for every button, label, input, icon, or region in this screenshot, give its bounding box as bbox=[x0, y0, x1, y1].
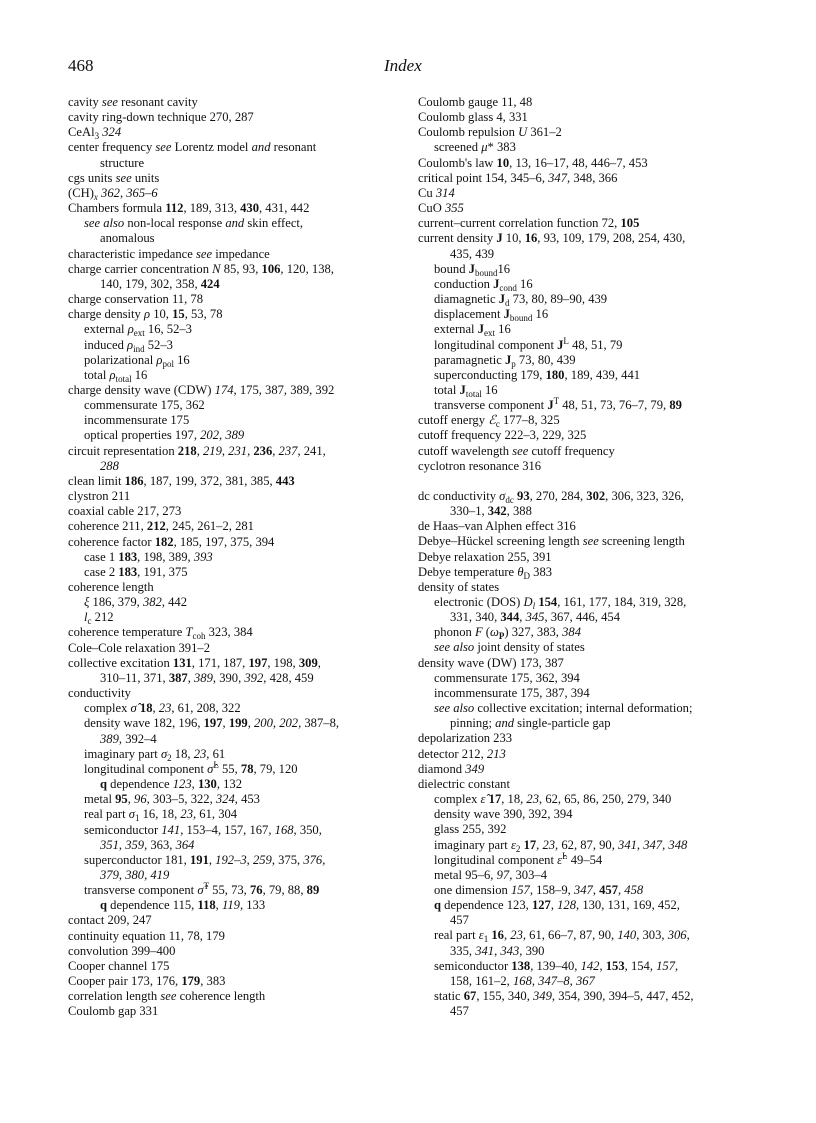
index-entry: coherence 211, 212, 245, 261–2, 281 bbox=[68, 519, 254, 534]
index-entry: Coulomb glass 4, 331 bbox=[418, 110, 528, 125]
index-entry: Debye relaxation 255, 391 bbox=[418, 549, 552, 564]
index-subentry: superconductor 181, 191, 192–3, 259, 375, 376, bbox=[84, 852, 326, 867]
index-subentry: total $J_{total}$ 16 bbox=[434, 382, 498, 399]
index-subentry: optical properties 197, 202, 389 bbox=[84, 428, 245, 443]
index-subentry: complex σ̂ 18, 23, 61, 208, 322 bbox=[84, 701, 241, 716]
index-entry: charge carrier concentration N 85, 93, 106, 120, 138, bbox=[68, 261, 334, 276]
index-subentry: metal 95–6, 97, 303–4 bbox=[434, 867, 547, 882]
index-entry: cavity see resonant cavity bbox=[68, 95, 198, 109]
index-entry: density wave (DW) 173, 387 bbox=[418, 655, 564, 670]
index-entry: dielectric constant bbox=[418, 776, 510, 791]
index-entry: current density J 10, 16, 93, 109, 179, 208, 254, 430, bbox=[418, 231, 686, 246]
index-column-right bbox=[418, 95, 758, 1019]
index-entry: charge density ρ 10, 15, 53, 78 bbox=[68, 307, 223, 322]
index-entry: $(CH)_x$ 362, 365–6 bbox=[68, 185, 158, 202]
index-entry: coherence length bbox=[68, 580, 154, 594]
index-subentry: semiconductor 141, 153–4, 157, 167, 168, 350, bbox=[84, 822, 322, 837]
index-entry: depolarization 233 bbox=[418, 731, 513, 746]
index-entry: Coulomb gap 331 bbox=[68, 1004, 159, 1019]
index-subentry: bound $J_{bound}16$ bbox=[434, 261, 511, 278]
index-entry: detector 212, 213 bbox=[418, 746, 506, 761]
index-subentry: external $J_{ext}$ 16 bbox=[434, 322, 511, 339]
index-entry: cutoff frequency 222–3, 229, 325 bbox=[418, 428, 587, 443]
index-subentry: case 1 183, 198, 389, 393 bbox=[84, 549, 213, 564]
index-subentry: phonon F $(\omega_P)$ 327, 383, 384 bbox=[434, 625, 581, 642]
index-continuation: anomalous bbox=[100, 231, 155, 246]
index-subentry: real part $\varepsilon_1$ 16, 23, 61, 66–7, 87, 90, 140, 303, 306, bbox=[434, 928, 690, 945]
index-subentry: density wave 390, 392, 394 bbox=[434, 807, 573, 822]
index-entry: Coulomb gauge 11, 48 bbox=[418, 95, 533, 109]
index-subentry: imaginary part $\sigma_2$ 18, 23, 61 bbox=[84, 746, 226, 763]
index-subentry: real part $\sigma_1$ 16, 18, 23, 61, 304 bbox=[84, 807, 238, 824]
index-entry: de Haas–van Alphen effect 316 bbox=[418, 519, 576, 534]
index-subentry: conduction $J_{cond}$ 16 bbox=[434, 276, 533, 293]
index-entry: continuity equation 11, 78, 179 bbox=[68, 928, 225, 943]
index-continuation: 379, 380, 419 bbox=[100, 867, 170, 882]
index-subentry: glass 255, 392 bbox=[434, 822, 507, 837]
section-gap bbox=[418, 474, 758, 489]
index-continuation: q dependence 123, 130, 132 bbox=[100, 777, 243, 792]
index-subentry: complex ε̂ 17, 18, 23, 62, 65, 86, 250, 279, 340 bbox=[434, 792, 672, 807]
index-entry: contact 209, 247 bbox=[68, 913, 152, 928]
index-entry: Cooper channel 175 bbox=[68, 958, 170, 973]
index-subentry: commensurate 175, 362 bbox=[84, 398, 205, 413]
index-subentry: q dependence 123, 127, 128, 130, 131, 169, 452, bbox=[434, 898, 680, 913]
index-subentry: density wave 182, 196, 197, 199, 200, 202, 387–8, bbox=[84, 716, 340, 731]
index-subentry: displacement $J_{bound}$ 16 bbox=[434, 307, 549, 324]
index-entry: correlation length see coherence length bbox=[68, 989, 266, 1004]
index-subentry: external $\rho_{ext}$ 16, 52–3 bbox=[84, 322, 192, 339]
index-entry: clean limit 186, 187, 199, 372, 381, 385, 443 bbox=[68, 473, 295, 488]
index-entry: CuO 355 bbox=[418, 201, 464, 216]
index-subentry: induced $\rho_{ind}$ 52–3 bbox=[84, 337, 173, 354]
index-subentry: case 2 183, 191, 375 bbox=[84, 564, 188, 579]
index-entry: dc conductivity $\sigma_{dc}$ 93, 270, 284, 302, 306, 323, 326, bbox=[418, 488, 684, 505]
index-entry: Debye temperature $\theta_D$ 383 bbox=[418, 564, 553, 581]
index-continuation: pinning; and single-particle gap bbox=[450, 716, 611, 731]
index-continuation: 331, 340, 344, 345, 367, 446, 454 bbox=[450, 610, 621, 625]
index-entry: Cooper pair 173, 176, 179, 383 bbox=[68, 974, 226, 989]
running-head: Index bbox=[384, 56, 422, 75]
index-entry: center frequency see Lorentz model and resonant bbox=[68, 140, 317, 155]
index-subentry: screened μ* 383 bbox=[434, 140, 516, 155]
index-continuation: 457 bbox=[450, 1004, 469, 1019]
index-subentry: metal 95, 96, 303–5, 322, 324, 453 bbox=[84, 792, 260, 807]
index-entry: collective excitation 131, 171, 187, 197, 198, 309, bbox=[68, 655, 321, 670]
index-entry: Coulomb repulsion U 361–2 bbox=[418, 125, 562, 140]
index-entry: Chambers formula 112, 189, 313, 430, 431, 442 bbox=[68, 201, 310, 216]
index-subentry: transverse component $J^T$ 48, 51, 73, 76–7, 79, 89 bbox=[434, 396, 682, 413]
page-number: 468 bbox=[68, 56, 94, 75]
index-entry: critical point 154, 345–6, 347, 348, 366 bbox=[418, 170, 618, 185]
index-entry: charge density wave (CDW) 174, 175, 387, 389, 392 bbox=[68, 382, 335, 397]
index-entry: Cole–Cole relaxation 391–2 bbox=[68, 640, 210, 655]
index-subentry: see also joint density of states bbox=[434, 640, 585, 655]
index-subentry: electronic (DOS) $D_l$ 154, 161, 177, 184, 319, 328, bbox=[434, 595, 687, 611]
index-entry: cgs units see units bbox=[68, 170, 160, 185]
index-entry: clystron 211 bbox=[68, 489, 131, 504]
index-subentry: one dimension 157, 158–9, 347, 457, 458 bbox=[434, 882, 644, 897]
index-subentry: semiconductor 138, 139–40, 142, 153, 154, 157, bbox=[434, 958, 679, 973]
index-entry: coaxial cable 217, 273 bbox=[68, 504, 182, 519]
index-subentry: diamagnetic $J_d$ 73, 80, 89–90, 439 bbox=[434, 292, 608, 309]
index-continuation: 435, 439 bbox=[450, 246, 495, 261]
index-continuation: 140, 179, 302, 358, 424 bbox=[100, 276, 220, 291]
index-subentry: see also collective excitation; internal deformation; bbox=[434, 701, 693, 716]
index-subentry: imaginary part $\varepsilon_2$ 17, 23, 62, 87, 90, 341, 347, 348 bbox=[434, 837, 688, 854]
index-subentry: see also non-local response and skin effect, bbox=[84, 216, 304, 231]
index-continuation: structure bbox=[100, 155, 145, 170]
index-column-left bbox=[68, 95, 393, 1020]
index-continuation: 330–1, 342, 388 bbox=[450, 504, 532, 519]
index-subentry: transverse component σ̂$^T$ 55, 73, 76, 79, 88, 89 bbox=[84, 881, 320, 898]
index-subentry: longitudinal component σ̂$^L$ 55, 78, 79, 120 bbox=[84, 759, 298, 776]
index-entry: Cu 314 bbox=[418, 185, 455, 200]
index-subentry: paramagnetic $J_p$ 73, 80, 439 bbox=[434, 352, 576, 369]
index-entry: characteristic impedance see impedance bbox=[68, 246, 270, 261]
index-entry: circuit representation 218, 219, 231, 236, 237, 241, bbox=[68, 443, 326, 458]
index-entry: convolution 399–400 bbox=[68, 943, 176, 958]
index-subentry: $l_c$ 212 bbox=[84, 610, 114, 627]
index-entry: Coulomb's law 10, 13, 16–17, 48, 446–7, 453 bbox=[418, 155, 648, 170]
index-subentry: ξ 186, 379, 382, 442 bbox=[84, 595, 188, 610]
index-entry: cyclotron resonance 316 bbox=[418, 458, 542, 473]
index-subentry: incommensurate 175, 387, 394 bbox=[434, 685, 590, 700]
index-continuation: q dependence 115, 118, 119, 133 bbox=[100, 898, 266, 913]
index-continuation: 335, 341, 343, 390 bbox=[450, 943, 545, 958]
index-entry: Debye–Hückel screening length see screening length bbox=[418, 534, 685, 549]
index-entry: conductivity bbox=[68, 686, 131, 701]
index-entry: coherence temperature $T_{coh}$ 323, 384 bbox=[68, 625, 253, 642]
index-entry: charge conservation 11, 78 bbox=[68, 292, 203, 307]
index-entry: density of states bbox=[418, 579, 500, 594]
index-continuation: 457 bbox=[450, 913, 469, 928]
index-entry: diamond 349 bbox=[418, 761, 485, 776]
index-entry: cutoff energy ℰ$_c$ 177–8, 325 bbox=[418, 413, 560, 430]
index-continuation: 288 bbox=[100, 458, 119, 473]
index-entry: current–current correlation function 72, 105 bbox=[418, 216, 640, 231]
index-subentry: static 67, 155, 340, 349, 354, 390, 394–5, 447, 452, bbox=[434, 989, 694, 1004]
index-entry: coherence factor 182, 185, 197, 375, 394 bbox=[68, 534, 275, 549]
index-entry: cavity ring-down technique 270, 287 bbox=[68, 110, 254, 125]
index-subentry: longitudinal component $J^L$ 48, 51, 79 bbox=[434, 335, 623, 352]
index-subentry: incommensurate 175 bbox=[84, 413, 190, 428]
index-subentry: total $\rho_{total}$ 16 bbox=[84, 367, 148, 384]
index-continuation: 351, 359, 363, 364 bbox=[100, 837, 195, 852]
index-subentry: commensurate 175, 362, 394 bbox=[434, 670, 580, 685]
index-entry: cutoff wavelength see cutoff frequency bbox=[418, 443, 615, 458]
index-continuation: 310–11, 371, 387, 389, 390, 392, 428, 459 bbox=[100, 670, 314, 685]
index-subentry: polarizational $\rho_{pol}$ 16 bbox=[84, 352, 190, 369]
index-subentry: superconducting 179, 180, 189, 439, 441 bbox=[434, 367, 641, 382]
index-subentry: longitudinal component ε̂$^L$ 49–54 bbox=[434, 850, 603, 867]
index-continuation: 389, 392–4 bbox=[100, 731, 157, 746]
index-entry: CeAl$_3$ 324 bbox=[68, 125, 122, 142]
index-continuation: 158, 161–2, 168, 347–8, 367 bbox=[450, 973, 595, 988]
